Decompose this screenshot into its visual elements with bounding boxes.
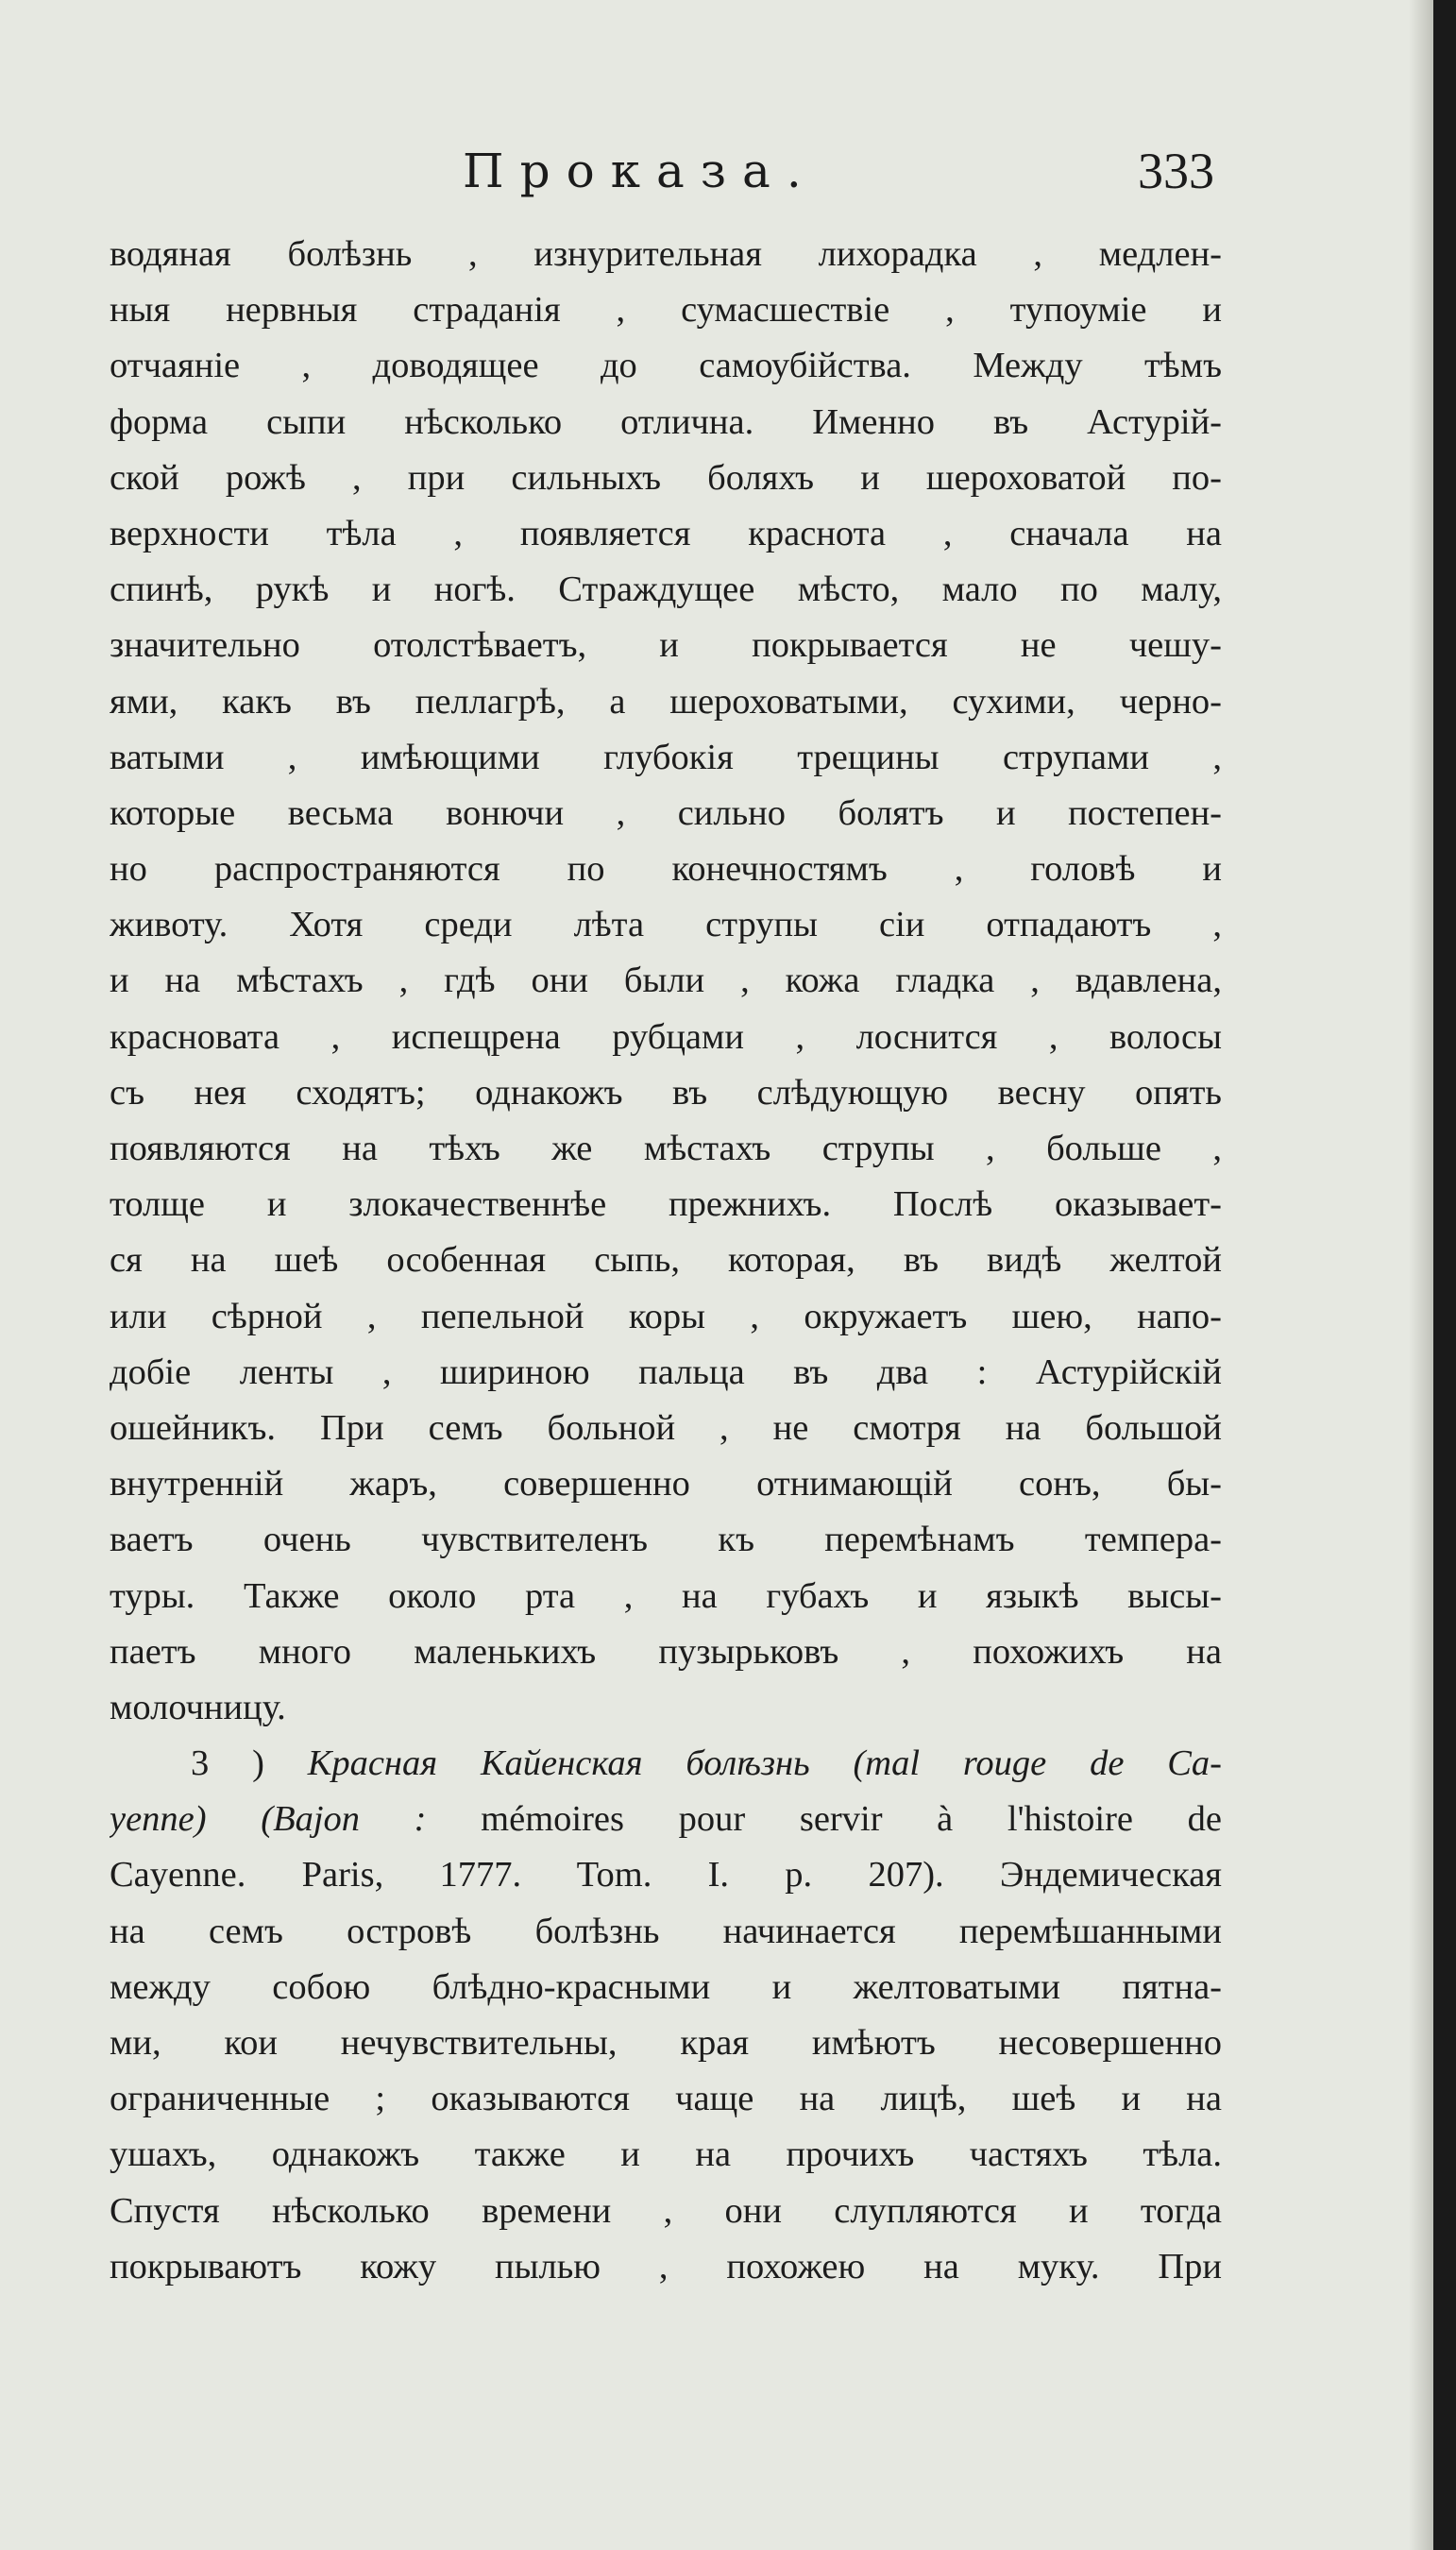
citation-author: (Bajon : (261, 1799, 427, 1840)
text-line: внутренній жаръ, совершенно отнимающій сонъ, бы- (110, 1464, 1222, 1504)
paragraph-2-first-line (110, 1736, 1222, 1792)
text-line: ватыми , имѣющими глубокія трещины струпами , (110, 737, 1222, 777)
body-text (110, 227, 1222, 2295)
page-header (0, 142, 1433, 208)
text-line: добіе ленты , шириною пальца въ два : Астурійскій (110, 1352, 1222, 1392)
text-line: ограниченные ; оказываются чаще на лицѣ, шеѣ и на (110, 2079, 1222, 2119)
text-line: Cayenne. Paris, 1777. Tom. I. p. 207). Эндемическая (110, 1855, 1222, 1896)
text-line: ской рожѣ , при сильныхъ боляхъ и шероховатой по- (110, 457, 1222, 498)
text-line: значительно отолстѣваетъ, и покрывается не чешу- (110, 625, 1222, 666)
text-line: съ нея сходятъ; однакожъ въ слѣдующую весну опять (110, 1072, 1222, 1113)
text-line: ныя нервныя страданія , сумасшествіе , тупоуміе и (110, 290, 1222, 331)
french-name: (mal rouge de Ca- (853, 1743, 1222, 1784)
text-line: ушахъ, однакожъ также и на прочихъ частяхъ тѣла. (110, 2134, 1222, 2175)
text-line: паетъ много маленькихъ пузырьковъ , похожихъ на (110, 1631, 1222, 1672)
text-line: или сѣрной , пепельной коры , окружаетъ шею, напо- (110, 1296, 1222, 1336)
text-line: и на мѣстахъ , гдѣ они были , кожа гладка , вдавлена, (110, 960, 1222, 1001)
text-line: толще и злокачественнѣе прежнихъ. Послѣ оказывает- (110, 1184, 1222, 1225)
text-line: которые весьма вонючи , сильно болятъ и постепен- (110, 792, 1222, 833)
page-number: 333 (1138, 143, 1214, 199)
paragraph-1 (110, 227, 1222, 1736)
text-line: ми, кои нечувствительны, края имѣютъ несовершенно (110, 2023, 1222, 2063)
paragraph-2 (110, 1736, 1222, 2295)
text-line: ями, какъ въ пеллагрѣ, а шероховатыми, сухими, черно- (110, 681, 1222, 722)
text-line: отчаяніе , доводящее до самоубійства. Между тѣмъ (110, 346, 1222, 386)
paragraph-2-second-line (110, 1792, 1222, 1847)
text-line: покрываютъ кожу пылью , похожею на муку. При (110, 2246, 1222, 2286)
text-line: туры. Также около рта , на губахъ и языкѣ высы- (110, 1575, 1222, 1616)
text-line: но распространяются по конечностямъ , головѣ и (110, 849, 1222, 890)
text-line: ся на шеѣ особенная сыпь, которая, въ видѣ желтой (110, 1240, 1222, 1281)
text-line: водяная болѣзнь , изнурительная лихорадка , медлен- (110, 234, 1222, 274)
text-line: ваетъ очень чувствителенъ къ перемѣнамъ темпера- (110, 1520, 1222, 1560)
text-line: на семъ островѣ болѣзнь начинается перемѣшанными (110, 1911, 1222, 1951)
text-line: красновата , испещрена рубцами , лоснится , волосы (110, 1016, 1222, 1057)
text-line: молочницу. (110, 1687, 286, 1727)
text-line: животу. Хотя среди лѣта струпы сіи отпадаютъ , (110, 905, 1222, 945)
text-line: появляются на тѣхъ же мѣстахъ струпы , больше , (110, 1129, 1222, 1168)
item-number: 3 ) (191, 1743, 264, 1784)
citation-title: mémoires pour servir à l'histoire de (481, 1799, 1222, 1840)
text-line: Спустя нѣсколько времени , они слупляются и тогда (110, 2190, 1222, 2231)
text-line: между собою блѣдно-красными и желтоватыми пятна- (110, 1966, 1222, 2007)
running-title: Проказа. (463, 144, 818, 198)
text-line: верхности тѣла , появляется краснота , сначала на (110, 513, 1222, 553)
text-line: ошейникъ. При семъ больной , не смотря на большой (110, 1407, 1222, 1448)
french-name-end: yenne) (110, 1799, 207, 1840)
disease-title: Красная Кайенская болѣзнь (307, 1743, 810, 1784)
text-line: спинѣ, рукѣ и ногѣ. Страждущее мѣсто, мало по малу, (110, 570, 1222, 610)
text-line: форма сыпи нѣсколько отлична. Именно въ Астурій- (110, 401, 1222, 442)
